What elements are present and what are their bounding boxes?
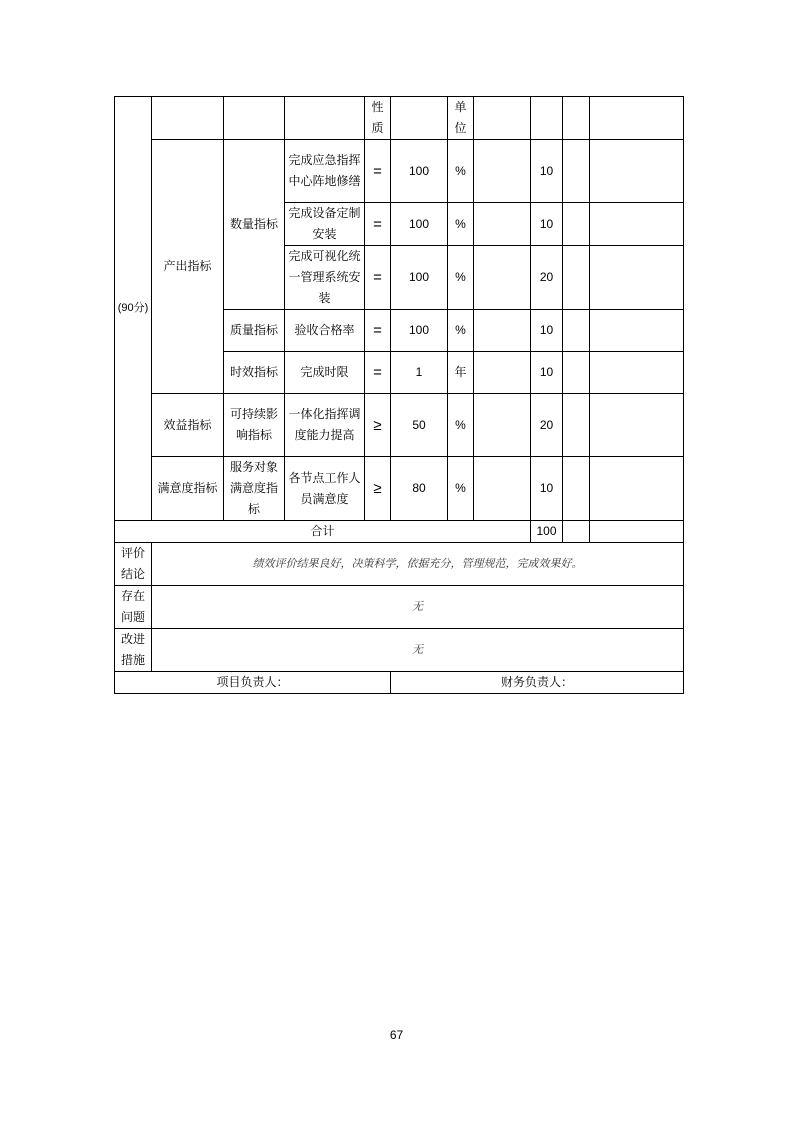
benefit-category: 效益指标 bbox=[152, 394, 224, 457]
table-row bbox=[115, 457, 684, 521]
indicator-weight: 10 bbox=[531, 352, 563, 394]
indicator-name: 各节点工作人员满意度 bbox=[285, 457, 365, 521]
indicator-unit: 年 bbox=[448, 352, 474, 394]
indicator-weight: 20 bbox=[531, 394, 563, 457]
total-weight: 100 bbox=[531, 521, 563, 543]
indicator-nature: = bbox=[365, 352, 391, 394]
indicator-nature: = bbox=[365, 140, 391, 203]
problems-label: 存在问题 bbox=[115, 586, 152, 629]
indicator-nature: = bbox=[365, 310, 391, 352]
quality-indicator-label: 质量指标 bbox=[224, 310, 285, 352]
indicator-name: 完成设备定制安装 bbox=[285, 203, 365, 246]
indicator-unit: % bbox=[448, 246, 474, 310]
indicator-weight: 10 bbox=[531, 140, 563, 203]
indicator-name: 完成可视化统一管理系统安装 bbox=[285, 246, 365, 310]
conclusion-label: 评价结论 bbox=[115, 543, 152, 586]
problems-row bbox=[115, 586, 684, 629]
satisfaction-category: 满意度指标 bbox=[152, 457, 224, 521]
indicator-nature: ≥ bbox=[365, 457, 391, 521]
problems-text: 无 bbox=[152, 586, 684, 629]
indicator-unit: % bbox=[448, 394, 474, 457]
quantity-indicator-label: 数量指标 bbox=[224, 140, 285, 310]
indicator-unit: % bbox=[448, 140, 474, 203]
page-number: 67 bbox=[389, 1028, 404, 1042]
output-category: 产出指标 bbox=[152, 140, 224, 394]
sustainable-impact-label: 可持续影响指标 bbox=[224, 394, 285, 457]
indicator-name: 完成时限 bbox=[285, 352, 365, 394]
timeliness-indicator-label: 时效指标 bbox=[224, 352, 285, 394]
service-satisfaction-label: 服务对象满意度指标 bbox=[224, 457, 285, 521]
performance-table bbox=[114, 96, 684, 694]
table-row bbox=[115, 140, 684, 203]
indicator-value: 100 bbox=[391, 140, 448, 203]
table-row bbox=[115, 394, 684, 457]
measures-row bbox=[115, 629, 684, 672]
total-label: 合计 bbox=[115, 521, 531, 543]
indicator-value: 100 bbox=[391, 310, 448, 352]
indicator-unit: % bbox=[448, 203, 474, 246]
nature-label: 性质 bbox=[365, 97, 391, 140]
indicator-weight: 10 bbox=[531, 203, 563, 246]
indicator-nature: = bbox=[365, 203, 391, 246]
score-label: (90分) bbox=[115, 97, 152, 521]
indicator-name: 验收合格率 bbox=[285, 310, 365, 352]
indicator-nature: = bbox=[365, 246, 391, 310]
indicator-weight: 10 bbox=[531, 310, 563, 352]
indicator-nature: ≥ bbox=[365, 394, 391, 457]
project-lead: 项目负责人： bbox=[115, 672, 391, 694]
indicator-name: 一体化指挥调度能力提高 bbox=[285, 394, 365, 457]
indicator-weight: 20 bbox=[531, 246, 563, 310]
indicator-value: 100 bbox=[391, 246, 448, 310]
indicator-value: 50 bbox=[391, 394, 448, 457]
measures-label: 改进措施 bbox=[115, 629, 152, 672]
unit-label: 单位 bbox=[448, 97, 474, 140]
indicator-value: 100 bbox=[391, 203, 448, 246]
conclusion-text: 绩效评价结果良好，决策科学，依据充分，管理规范，完成效果好。 bbox=[152, 543, 684, 586]
indicator-name: 完成应急指挥中心阵地修缮 bbox=[285, 140, 365, 203]
finance-lead: 财务负责人： bbox=[391, 672, 684, 694]
indicator-unit: % bbox=[448, 457, 474, 521]
indicator-weight: 10 bbox=[531, 457, 563, 521]
measures-text: 无 bbox=[152, 629, 684, 672]
indicator-value: 80 bbox=[391, 457, 448, 521]
total-row bbox=[115, 521, 684, 543]
conclusion-row bbox=[115, 543, 684, 586]
indicator-value: 1 bbox=[391, 352, 448, 394]
indicator-unit: % bbox=[448, 310, 474, 352]
signature-row bbox=[115, 672, 684, 694]
header-row bbox=[115, 97, 684, 140]
